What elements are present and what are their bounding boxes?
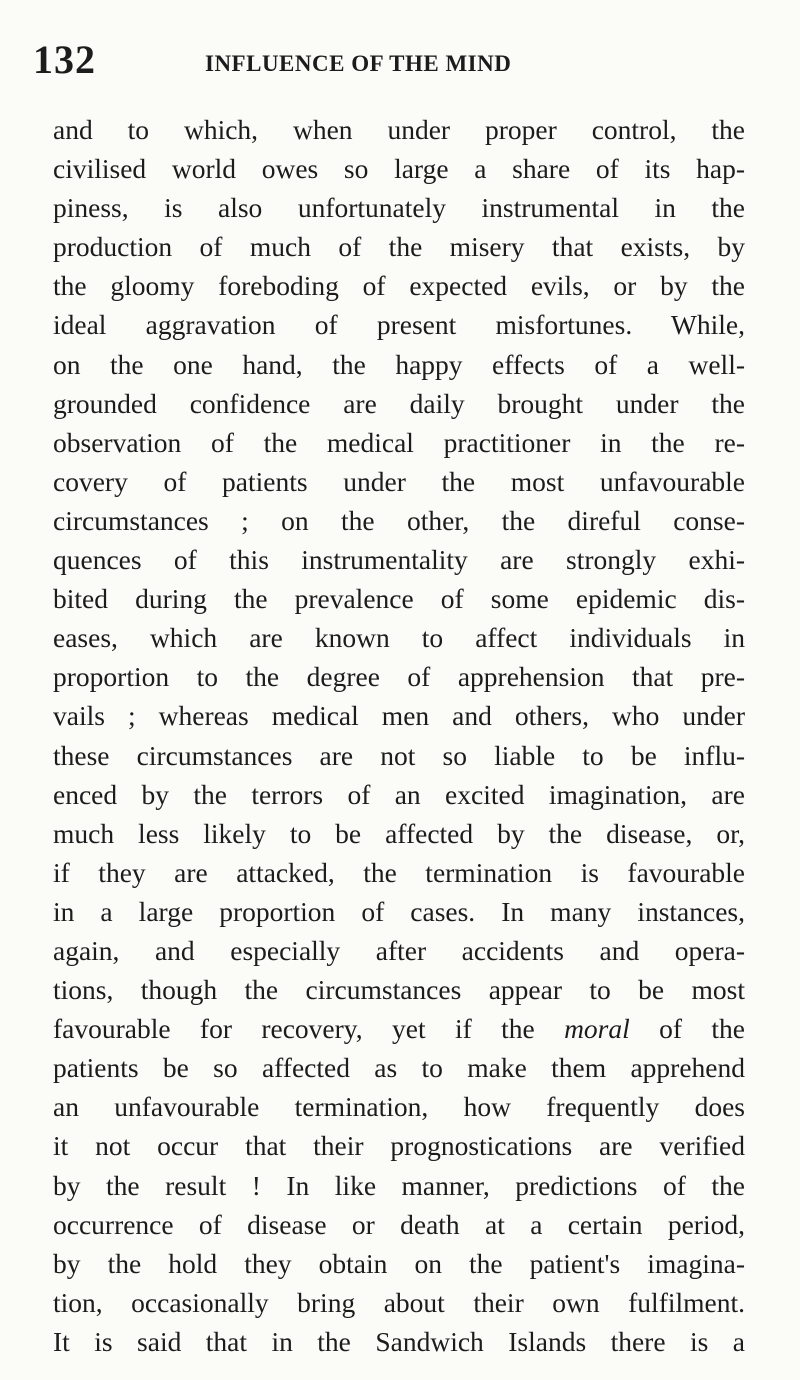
- text-line: these circumstances are not so liable to be influ-: [53, 739, 745, 771]
- text-line: much less likely to be affected by the disease, or,: [53, 817, 745, 849]
- text-segment: favourable for recovery, yet if the: [53, 1013, 565, 1045]
- text-line: production of much of the misery that exists, by: [53, 231, 745, 263]
- text-line: by the hold they obtain on the patient's imagina-: [53, 1247, 745, 1279]
- text-line: tion, occasionally bring about their own fulfilment.: [53, 1286, 745, 1318]
- text-line: piness, is also unfortunately instrumental in the: [53, 192, 745, 224]
- text-line: an unfavourable termination, how frequently does: [53, 1091, 745, 1123]
- text-line-with-italic: [53, 1009, 745, 1048]
- text-line: It is said that in the Sandwich Islands there is a: [53, 1325, 745, 1357]
- text-line: patients be so affected as to make them apprehend: [53, 1052, 745, 1084]
- text-line: civilised world owes so large a share of its hap-: [53, 153, 745, 185]
- page-number: 132: [33, 37, 96, 82]
- text-line: covery of patients under the most unfavourable: [53, 465, 745, 497]
- text-line: grounded confidence are daily brought under the: [53, 387, 745, 419]
- text-line: and to which, when under proper control, the: [53, 114, 745, 145]
- text-line: if they are attacked, the termination is favourable: [53, 856, 745, 888]
- page-header: [33, 37, 773, 82]
- text-line: observation of the medical practitioner in the re-: [53, 426, 745, 458]
- running-head: INFLUENCE OF THE MIND: [205, 51, 512, 76]
- text-line: in a large proportion of cases. In many instances,: [53, 895, 745, 927]
- text-line: ideal aggravation of present misfortunes. While,: [53, 309, 745, 341]
- text-line: on the one hand, the happy effects of a well-: [53, 348, 745, 380]
- text-line: eases, which are known to affect individuals in: [53, 622, 745, 654]
- text-line: bited during the prevalence of some epidemic dis-: [53, 583, 745, 615]
- text-line: occurrence of disease or death at a certain period,: [53, 1208, 745, 1240]
- text-line: again, and especially after accidents and opera-: [53, 934, 745, 966]
- text-line: enced by the terrors of an excited imagination, are: [53, 778, 745, 810]
- text-segment: of the: [629, 1013, 745, 1045]
- text-line: proportion to the degree of apprehension that pre-: [53, 661, 745, 693]
- text-line: vails ; whereas medical men and others, who under: [53, 700, 745, 732]
- text-line: the gloomy foreboding of expected evils, or by the: [53, 270, 745, 302]
- text-line: by the result ! In like manner, predictions of the: [53, 1169, 745, 1201]
- text-line: tions, though the circumstances appear to be most: [53, 974, 745, 1006]
- italic-word: moral: [564, 1013, 630, 1045]
- text-line: quences of this instrumentality are strongly exhi-: [53, 544, 745, 576]
- body-text: [53, 110, 745, 1361]
- text-line: it not occur that their prognostications are verified: [53, 1130, 745, 1162]
- text-line: circumstances ; on the other, the direful conse-: [53, 504, 745, 536]
